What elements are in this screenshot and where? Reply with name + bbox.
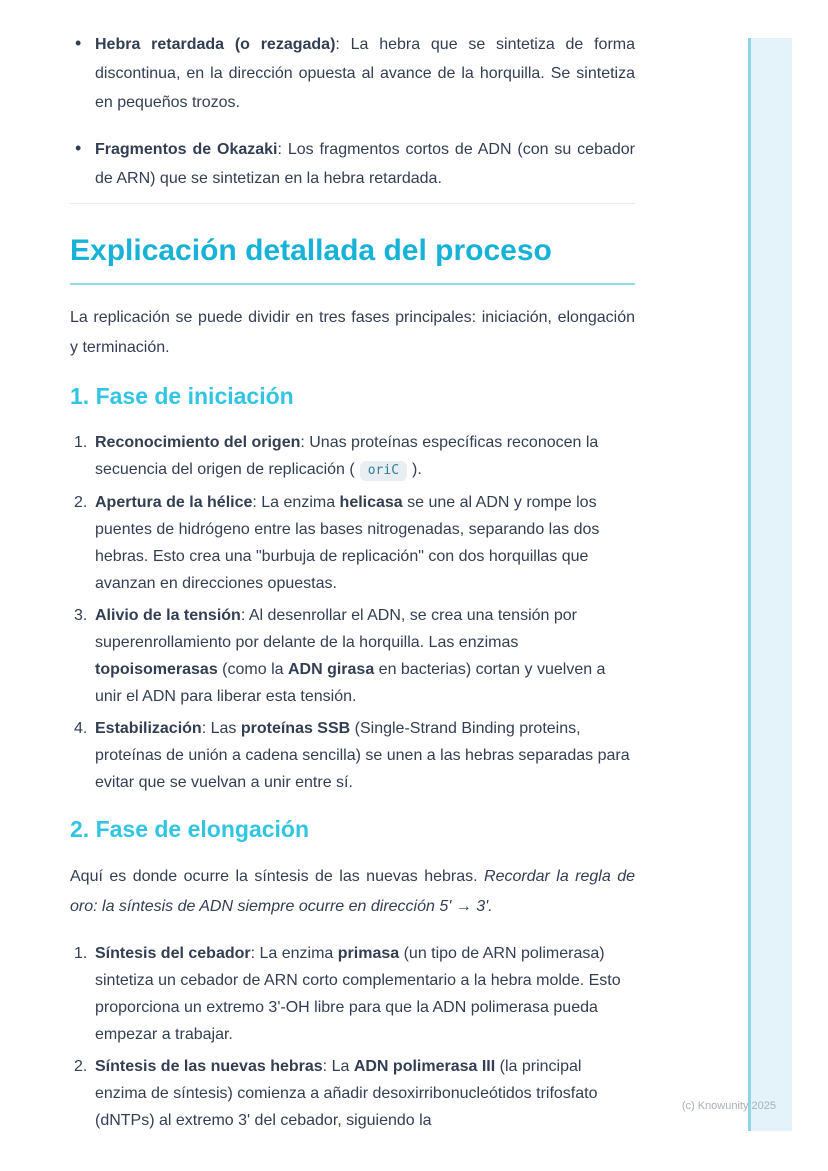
bold-text: Estabilización <box>95 720 202 737</box>
bullet-item-fragmentos-okazaki <box>70 135 635 193</box>
section-divider <box>70 203 635 204</box>
step-sintesis-nuevas-hebras <box>70 1053 635 1134</box>
elongacion-steps-list <box>70 940 635 1134</box>
step-estabilizacion <box>70 715 635 796</box>
right-accent-bar <box>748 38 792 1131</box>
bold-text: ADN polimerasa III <box>353 1058 496 1075</box>
bullet-item-hebra-retardada <box>70 30 635 117</box>
bold-text: Síntesis del cebador <box>95 945 251 962</box>
text-run: : La enzima <box>250 945 338 962</box>
text-run: en bacterias) cortan y vuelven a unir el ADN para liberar esta tensión. <box>95 661 606 705</box>
bold-text: Reconocimiento del origen <box>95 434 301 451</box>
step-apertura-helice <box>70 489 635 597</box>
step-reconocimiento-origen <box>70 429 635 484</box>
bold-text: proteínas SSB <box>240 720 351 737</box>
text-run: : Al desenrollar el ADN, se crea una tensión por superenrollamiento por delante de la horquilla. Las enzimas <box>95 607 577 651</box>
text-run: (como la <box>217 661 288 678</box>
text-run: se une al ADN y rompe los puentes de hidrógeno entre las bases nitrogenadas, separando las dos hebras. Esto crea una "burbuja de replicación" con dos horquillas que avanzan en direcciones opuestas. <box>95 494 600 592</box>
text-run: : La hebra que se sintetiza de forma discontinua, en la dirección opuesta al avance de la horquilla. Se sintetiza en pequeños trozos. <box>95 36 636 111</box>
italic-text: Recordar la regla de oro: la síntesis de ADN siempre ocurre en dirección 5' → 3'. <box>70 868 636 915</box>
intro-paragraph: La replicación se puede dividir en tres fases principales: iniciación, elongación y terminación. <box>70 309 635 356</box>
section-title-fase-elongacion: 2. Fase de elongación <box>70 816 310 842</box>
definition-bullet-list <box>70 30 635 193</box>
section-title-fase-iniciacion: 1. Fase de iniciación <box>70 383 294 409</box>
bold-text: primasa <box>337 945 400 962</box>
text-run: (un tipo de ARN polimerasa) sintetiza un cebador de ARN corto complementario a la hebra molde. Esto proporciona un extremo 3'-OH libre para que la ADN polimerasa pueda empezar a trabajar. <box>95 945 621 1043</box>
text-run: : Los fragmentos cortos de ADN (con su cebador de ARN) que se sintetizan en la hebra retardada. <box>95 141 636 187</box>
copyright-notice: (c) Knowunity 2025 <box>681 1100 776 1112</box>
text-run: (Single-Strand Binding proteins, proteínas de unión a cadena sencilla) se unen a las hebras separadas para evitar que se vuelvan a unir entre sí. <box>95 720 630 791</box>
step-alivio-tension <box>70 602 635 710</box>
bold-text: Síntesis de las nuevas hebras <box>95 1058 323 1075</box>
text-run: ). <box>412 461 422 478</box>
bold-text: Hebra retardada (o rezagada) <box>95 36 336 53</box>
bold-text: Alivio de la tensión <box>95 607 241 624</box>
page-title: Explicación detallada del proceso <box>70 232 635 285</box>
text-run: (la principal enzima de síntesis) comienza a añadir desoxirribonucleótidos trifosfato (dNTPs) al extremo 3' del cebador, siguiendo la <box>95 1058 598 1129</box>
bold-text: Fragmentos de Okazaki <box>95 141 278 158</box>
elongacion-intro-paragraph <box>70 862 635 922</box>
step-sintesis-cebador <box>70 940 635 1048</box>
text-run: : Unas proteínas específicas reconocen la secuencia del origen de replicación ( <box>95 434 599 478</box>
bold-text: ADN girasa <box>287 661 375 678</box>
text-run: Aquí es donde ocurre la síntesis de las nuevas hebras. <box>70 868 485 885</box>
text-run: : La <box>322 1058 354 1075</box>
bold-text: helicasa <box>339 494 403 511</box>
bold-text: topoisomerasas <box>95 661 218 678</box>
page-content <box>70 30 635 1139</box>
text-run: : La enzima <box>252 494 340 511</box>
inline-code-chip: oriC <box>360 461 407 481</box>
bold-text: Apertura de la hélice <box>95 494 253 511</box>
iniciacion-steps-list <box>70 429 635 796</box>
text-run: : Las <box>201 720 241 737</box>
